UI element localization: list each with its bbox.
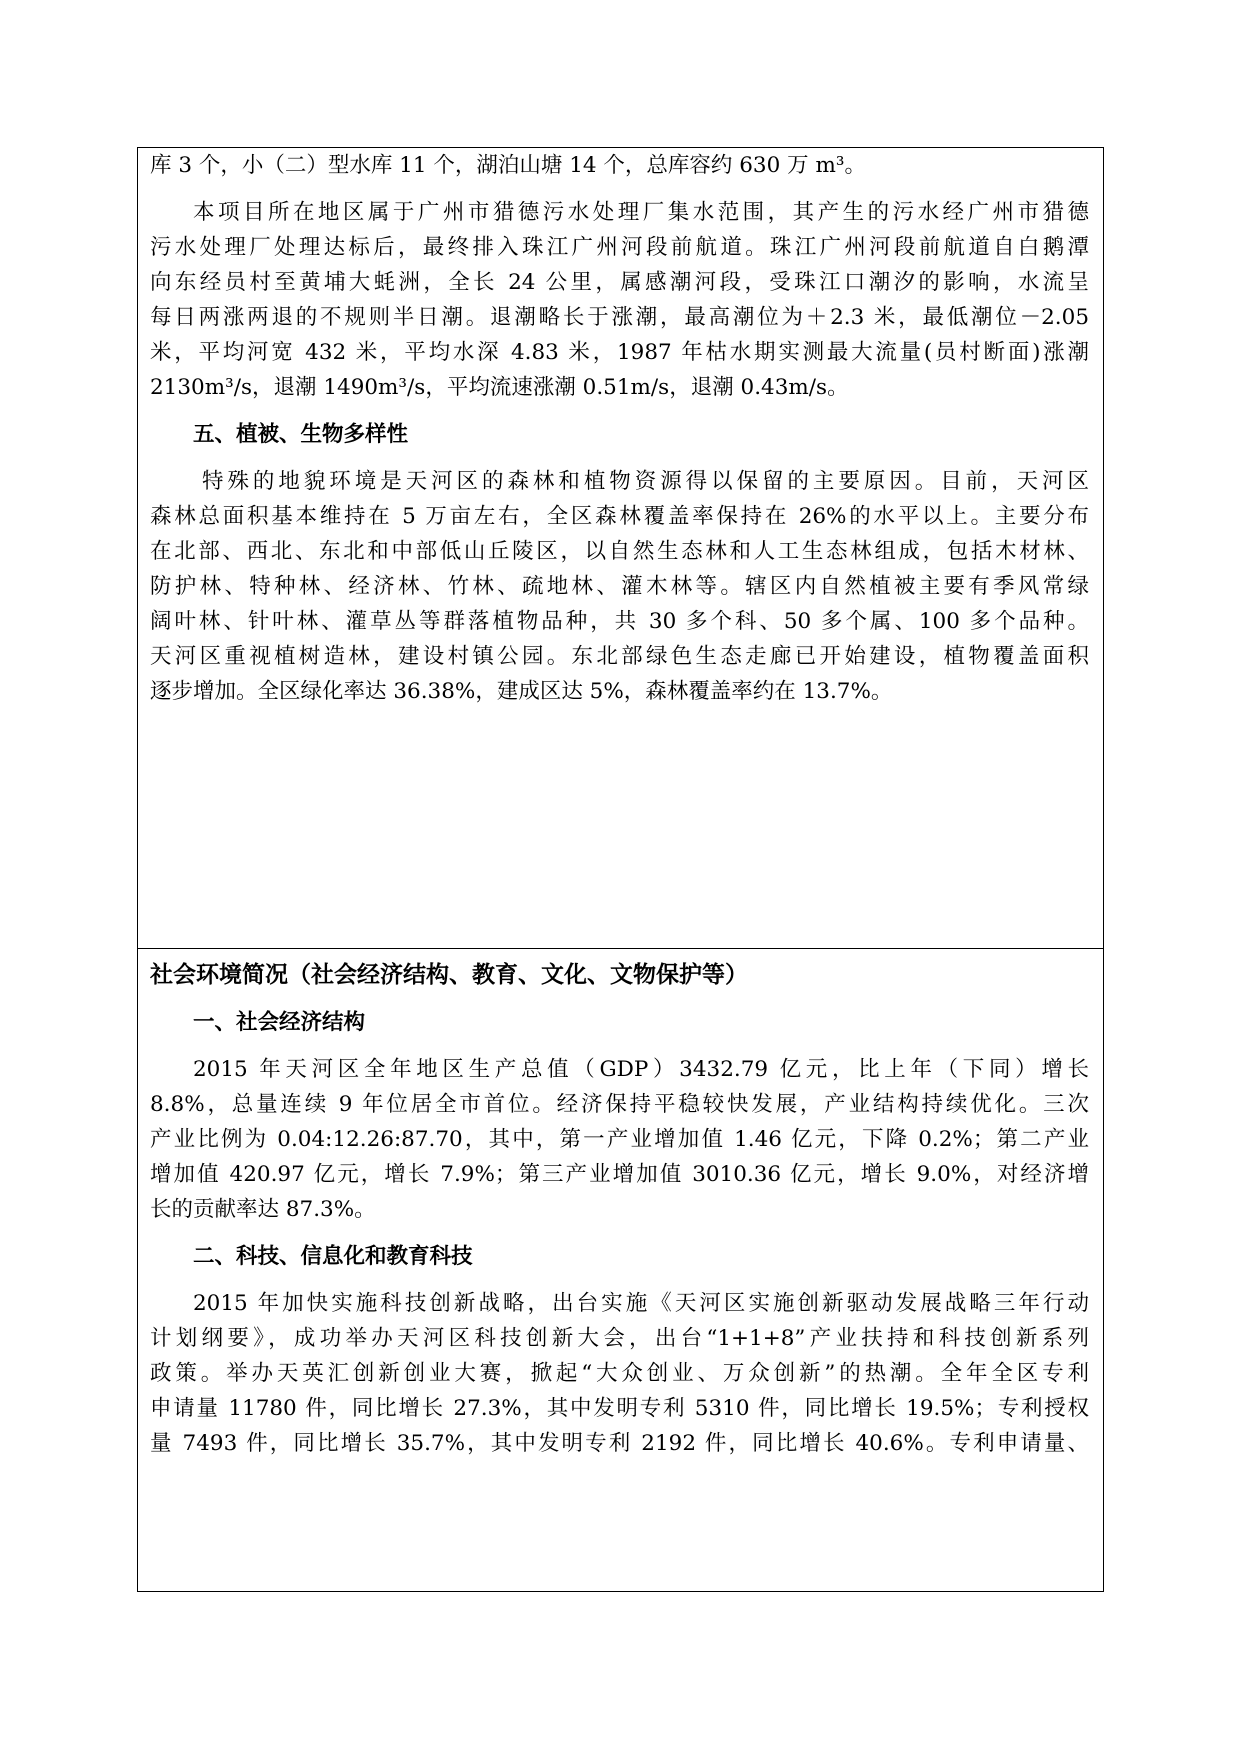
- text-line: 8.8%，总量连续 9 年位居全市首位。经济保持平稳较快发展，产业结构持续优化。三次: [150, 1092, 1089, 1117]
- text-line: 米，平均河宽 432 米，平均水深 4.83 米，1987 年枯水期实测最大流量(员村断面)涨潮: [150, 340, 1089, 365]
- text-line: 在北部、西北、东北和中部低山丘陵区，以自然生态林和人工生态林组成，包括木材林、: [150, 539, 1089, 564]
- text-line: 计划纲要》，成功举办天河区科技创新大会，出台“1+1+8”产业扶持和科技创新系列: [150, 1326, 1089, 1351]
- text-line: 产业比例为 0.04:12.26:87.70，其中，第一产业增加值 1.46 亿元，下降 0.2%；第二产业: [150, 1127, 1089, 1152]
- text-line: 向东经员村至黄埔大蚝洲，全长 24 公里，属感潮河段，受珠江口潮汐的影响，水流呈: [150, 270, 1089, 295]
- text-line: 政策。举办天英汇创新创业大赛，掀起“大众创业、万众创新”的热潮。全年全区专利: [150, 1361, 1089, 1386]
- text-line: 阔叶林、针叶林、灌草丛等群落植物品种，共 30 多个科、50 多个属、100 多个品种。: [150, 609, 1089, 634]
- text-line: 量 7493 件，同比增长 35.7%，其中发明专利 2192 件，同比增长 40.6%。专利申请量、: [150, 1431, 1089, 1456]
- text-line: 增加值 420.97 亿元，增长 7.9%；第三产业增加值 3010.36 亿元，增长 9.0%，对经济增: [150, 1162, 1089, 1187]
- text-line: 申请量 11780 件，同比增长 27.3%，其中发明专利 5310 件，同比增长 19.5%；专利授权: [150, 1396, 1089, 1421]
- text-line: 特殊的地貌环境是天河区的森林和植物资源得以保留的主要原因。目前，天河区: [202, 469, 1089, 494]
- text-line: 本项目所在地区属于广州市猎德污水处理厂集水范围，其产生的污水经广州市猎德: [193, 200, 1089, 225]
- text-line: 2015 年天河区全年地区生产总值（GDP）3432.79 亿元，比上年（下同）增长: [193, 1057, 1089, 1082]
- text-line: 2015 年加快实施科技创新战略，出台实施《天河区实施创新驱动发展战略三年行动: [193, 1291, 1089, 1316]
- text-line: 污水处理厂处理达标后，最终排入珠江广州河段前航道。珠江广州河段前航道自白鹅潭: [150, 235, 1089, 260]
- section-title: 社会环境简况（社会经济结构、教育、文化、文物保护等）: [150, 962, 748, 988]
- section-heading-vegetation: 五、植被、生物多样性: [193, 422, 409, 447]
- social-environment-cell: [138, 948, 1103, 1591]
- text-line: 长的贡献率达 87.3%。: [150, 1197, 376, 1222]
- text-line: 森林总面积基本维持在 5 万亩左右，全区森林覆盖率保持在 26%的水平以上。主要分布: [150, 504, 1089, 529]
- environment-table: [137, 147, 1104, 1592]
- section-heading-economy: 一、社会经济结构: [193, 1010, 366, 1035]
- text-line: 逐步增加。全区绿化率达 36.38%，建成区达 5%，森林覆盖率约在 13.7%。: [150, 679, 893, 704]
- natural-environment-cell: [138, 148, 1103, 948]
- text-line: 2130m³/s，退潮 1490m³/s，平均流速涨潮 0.51m/s，退潮 0.43m/s。: [150, 375, 849, 400]
- text-line: 天河区重视植树造林，建设村镇公园。东北部绿色生态走廊已开始建设，植物覆盖面积: [150, 644, 1089, 669]
- text-line: 库 3 个，小（二）型水库 11 个，湖泊山塘 14 个，总库容约 630 万 m³。: [150, 153, 866, 178]
- section-heading-technology: 二、科技、信息化和教育科技: [193, 1244, 473, 1269]
- text-line: 防护林、特种林、经济林、竹林、疏地林、灌木林等。辖区内自然植被主要有季风常绿: [150, 574, 1089, 599]
- text-line: 每日两涨两退的不规则半日潮。退潮略长于涨潮，最高潮位为＋2.3 米，最低潮位－2.05: [150, 305, 1089, 330]
